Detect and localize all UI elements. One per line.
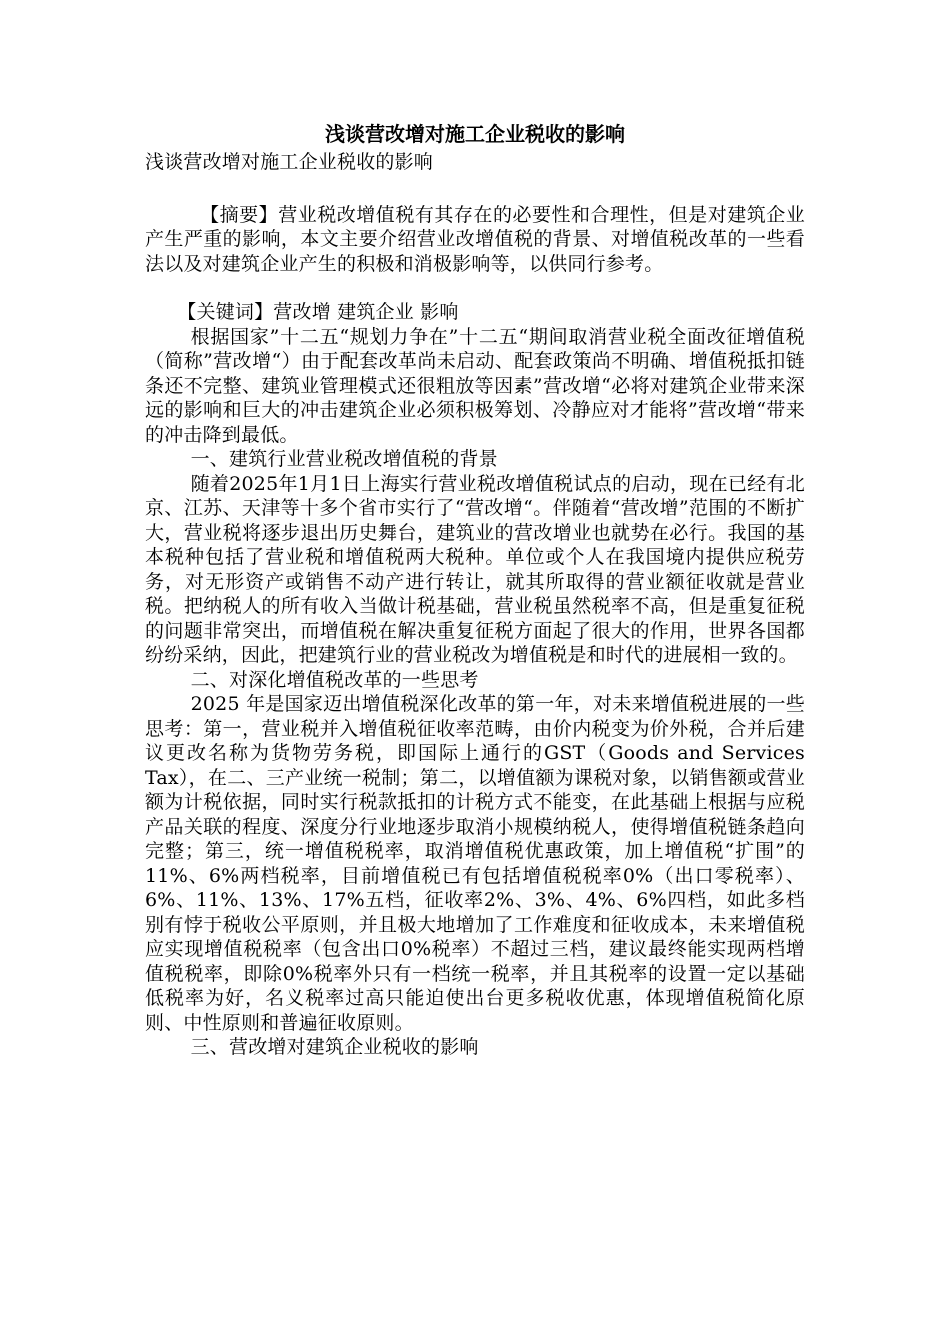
section-body-2: 2025 年是国家迈出增值税深化改革的第一年，对未来增值税进展的一些思考：第一，营业税并入增值税征收率范畴，由价内税变为价外税，合并后建议更改名称为货物劳务税，即国际上通行的GST（Goods and Services Tax），在二、三产业统一税制；第二，以增值额为课税对象，以销售额或营业额为计税依据，同时实行税款抵扣的计税方式不能变，在此基础上根据与应税产品关联的程度、深度分行业地逐步取消小规模纳税人，使得增值税链条趋向完整；第三，统一增值税税率，取消增值税优惠政策，加上增值税“扩围”的11%、6%两档税率，目前增值税已有包括增值税税率0%（出口零税率）、6%、11%、13%、17%五档，征收率2%、3%、4%、6%四档，如此多档别有悖于税收公平原则，并且极大地增加了工作难度和征收成本，未来增值税应实现增值税税率（包含出口0%税率）不超过三档，建议最终能实现两档增值税税率，即除0%税率外只有一档统一税率，并且其税率的设置一定以基础低税率为好，名义税率过高只能迫使出台更多税收优惠，体现增值税简化原则、中性原则和普遍征收原则。 <box>145 693 805 1034</box>
document-body <box>145 150 805 1060</box>
document-title: 浅谈营改增对施工企业税收的影响 <box>325 122 625 146</box>
abstract-paragraph: 【摘要】营业税改增值税有其存在的必要性和合理性，但是对建筑企业产生严重的影响，本文主要介绍营业改增值税的背景、对增值税改革的一些看法以及对建筑企业产生的积极和消极影响等，以供同行参考。 <box>145 203 805 275</box>
keywords-line: 【关键词】营改增 建筑企业 影响 <box>177 301 459 323</box>
section-heading-1: 一、建筑行业营业税改增值税的背景 <box>190 448 498 470</box>
section-heading-3: 三、营改增对建筑企业税收的影响 <box>190 1036 479 1058</box>
section-body-1: 随着2025年1月1日上海实行营业税改增值税试点的启动，现在已经有北京、江苏、天津等十多个省市实行了“营改增“。伴随着“营改增”范围的不断扩大，营业税将逐步退出历史舞台，建筑业的营改增业也就势在必行。我国的基本税种包括了营业税和增值税两大税种。单位或个人在我国境内提供应税劳务，对无形资产或销售不动产进行转让，就其所取得的营业额征收就是营业税。把纳税人的所有收入当做计税基础，营业税虽然税率不高，但是重复征税的问题非常突出，而增值税在解决重复征税方面起了很大的作用，世界各国都纷纷采纳，因此，把建筑行业的营业税改为增值税是和时代的进展相一致的。 <box>145 472 805 666</box>
spacer <box>145 276 805 300</box>
document-subtitle: 浅谈营改增对施工企业税收的影响 <box>145 151 434 173</box>
section-heading-2: 二、对深化增值税改革的一些思考 <box>190 668 479 691</box>
intro-paragraph: 根据国家”十二五“规划力争在”十二五“期间取消营业税全面改征增值税（简称”营改增“）由于配套改革尚未启动、配套政策尚不明确、增值税抵扣链条还不完整、建筑业管理模式还很粗放等因素”营改增“必将对建筑企业带来深远的影响和巨大的冲击建筑企业必须积极筹划、冷静应对才能将”营改增“带来的冲击降到最低。 <box>145 325 805 446</box>
spacer <box>145 175 805 203</box>
